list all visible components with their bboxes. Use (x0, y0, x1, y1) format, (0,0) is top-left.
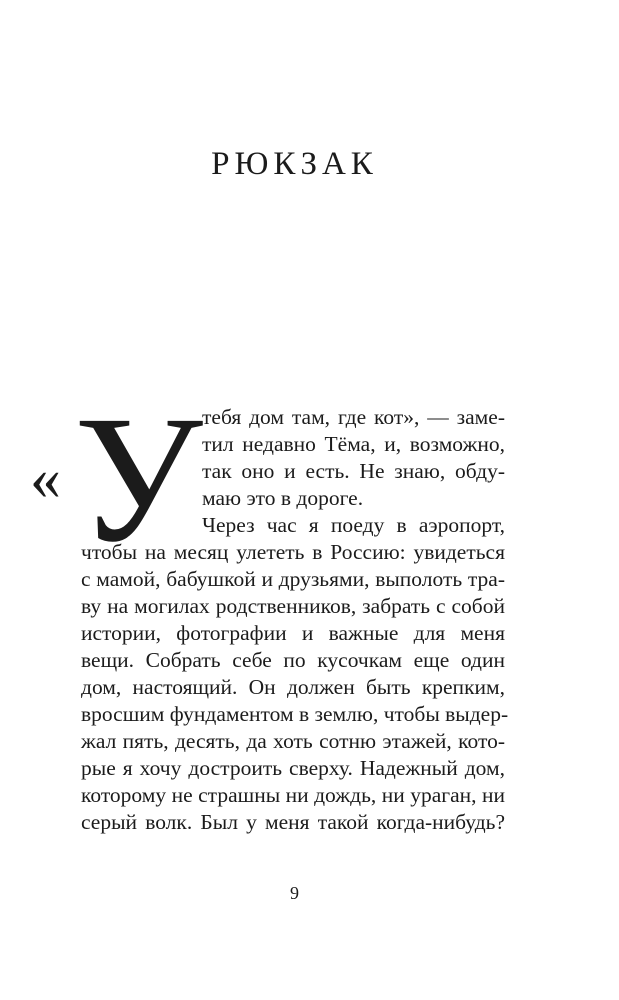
text-line: тебя дом там, где кот», — заме- (202, 405, 505, 429)
text-line: ву на могилах родственников, забрать с собой (81, 594, 505, 618)
text-line: серый волк. Был у меня такой когда-нибудь? (81, 810, 505, 834)
text-line: вросшим фундаментом в землю, чтобы выдер- (81, 702, 509, 726)
page-number: 9 (290, 883, 299, 903)
text-line: Через час я поеду в аэропорт, (202, 513, 505, 537)
drop-cap-letter: У (74, 379, 203, 580)
text-line: вещи. Собрать себе по кусочкам еще один (81, 648, 505, 672)
text-line: которому не страшны ни дождь, ни ураган, ни (81, 783, 505, 807)
text-line: дом, настоящий. Он должен быть крепким, (81, 675, 505, 699)
text-line: жал пять, десять, да хоть сотню этажей, кото- (81, 729, 505, 753)
chapter-title: РЮКЗАК (211, 146, 378, 182)
text-line: маю это в дороге. (202, 486, 364, 510)
text-line: с мамой, бабушкой и друзьями, выполоть тра- (81, 567, 505, 591)
text-line: тил недавно Тёма, и, возможно, (202, 432, 505, 456)
opening-quote-mark: « (30, 445, 61, 513)
text-line: так оно и есть. Не знаю, обду- (202, 459, 505, 483)
text-line: истории, фотографии и важные для меня (81, 621, 505, 645)
text-line: чтобы на месяц улететь в Россию: увидеться (81, 540, 505, 564)
text-line: рые я хочу достроить сверху. Надежный дом, (81, 756, 505, 780)
